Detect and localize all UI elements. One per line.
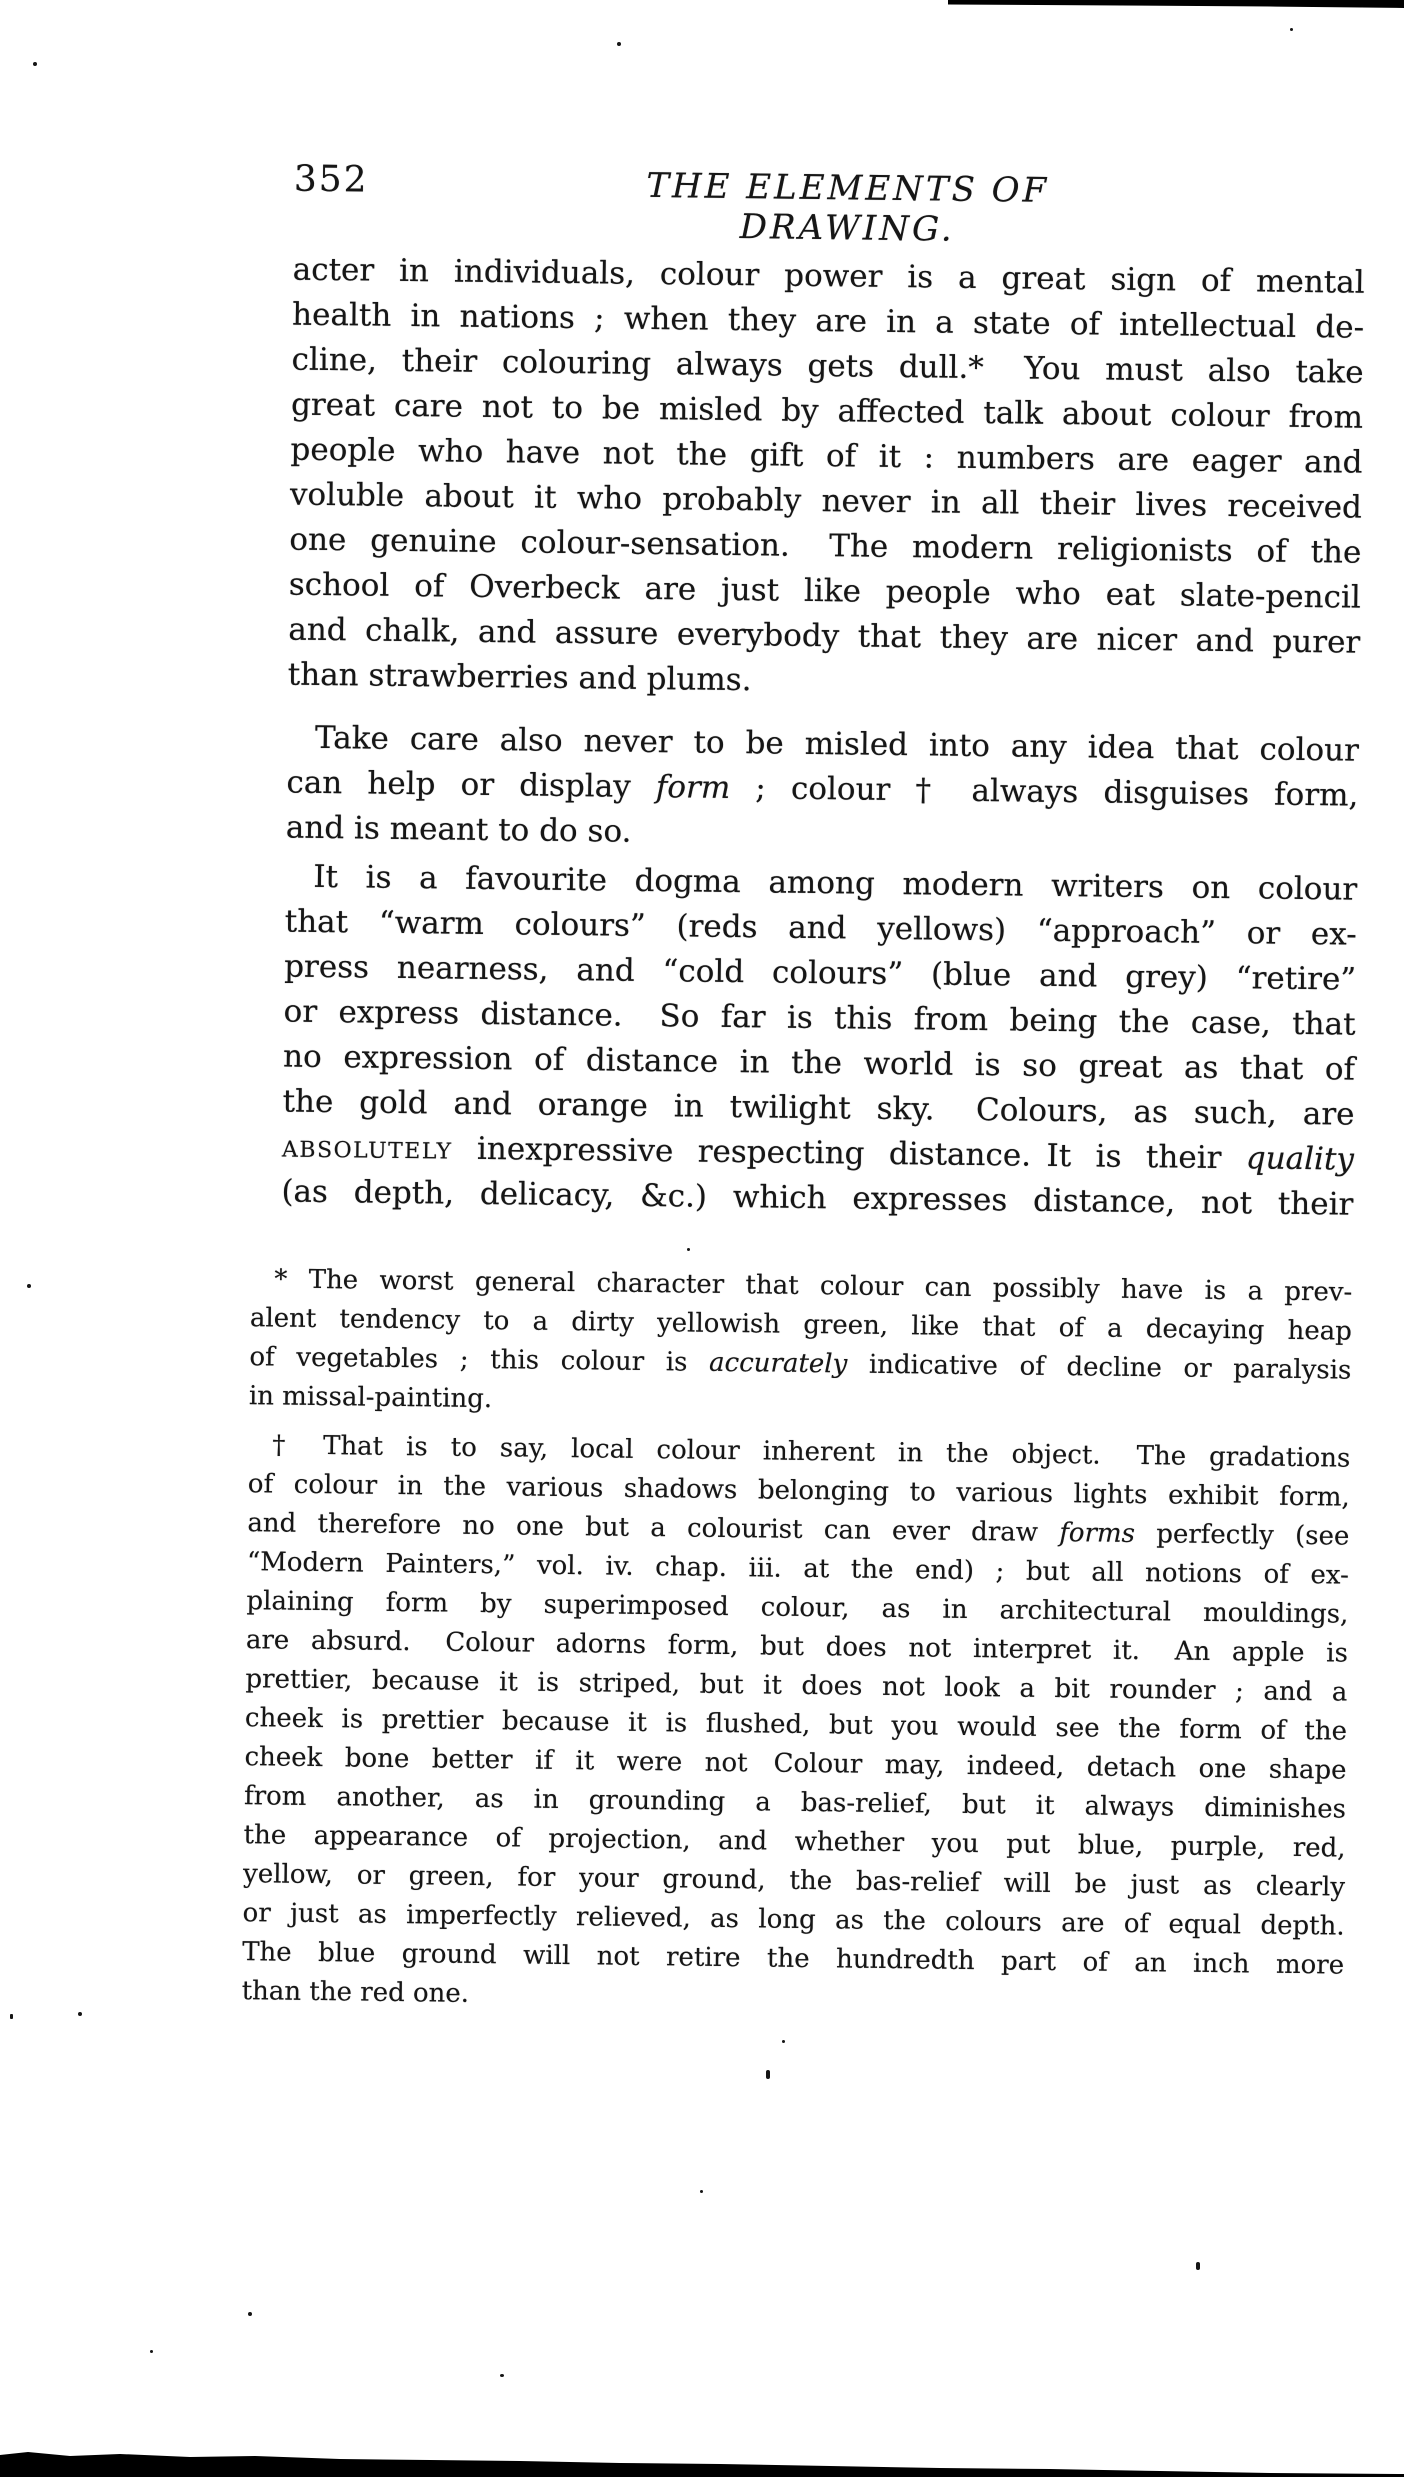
scan-speck bbox=[500, 2374, 504, 2377]
scan-artifact-top-edge bbox=[948, 0, 1404, 10]
paragraph-continuation bbox=[287, 248, 1364, 711]
text-segment: than strawberries and plums. bbox=[287, 656, 752, 699]
text-segment: alent tendency to a dirty yellowish green, like that of a decaying heap bbox=[249, 1303, 1353, 1347]
running-title: THE ELEMENTS OF DRAWING. bbox=[646, 165, 1050, 250]
text-segment: * The worst general character that colour can possibly have is a prev- bbox=[274, 1264, 1353, 1308]
text-segment: from another, as in grounding a bas-relief, but it always diminishes bbox=[243, 1781, 1347, 1825]
text-segment: of colour in the various shadows belonging to various lights exhibit form, bbox=[247, 1469, 1350, 1513]
text-segment: (as depth, delicacy, &c.) which expresses distance, not their bbox=[281, 1173, 1354, 1223]
text-segment: school of Overbeck are just like people who eat slate-pencil bbox=[288, 566, 1362, 616]
italic-text: forms bbox=[1059, 1518, 1136, 1549]
text-segment: “Modern Painters,” vol. iv. chap. iii. at the end) ; but all notions of ex- bbox=[246, 1547, 1350, 1591]
text-segment: The blue ground will not retire the hundredth part of an inch more bbox=[241, 1937, 1345, 1981]
scan-speck bbox=[687, 1248, 690, 1251]
scan-speck bbox=[78, 2012, 82, 2016]
text-segment: cheek is prettier because it is flushed, but you would see the form of the bbox=[244, 1703, 1348, 1747]
text-segment: people who have not the gift of it : numbers are eager and bbox=[290, 431, 1363, 481]
text-segment: can help or display bbox=[286, 764, 657, 806]
scan-speck bbox=[700, 2190, 703, 2193]
text-segment: are absurd. Colour adorns form, but does not interpret it. An apple is bbox=[245, 1625, 1349, 1669]
text-segment: health in nations ; when they are in a state of intellectual de- bbox=[291, 296, 1365, 346]
text-segment: no expression of distance in the world is so great as that of bbox=[282, 1038, 1356, 1088]
text-segment: and is meant to do so. bbox=[285, 809, 632, 850]
text-segment: yellow, or green, for your ground, the bas-relief will be just as clearly bbox=[242, 1859, 1346, 1903]
text-segment: that “warm colours” (reds and yellows) “approach” or ex- bbox=[284, 903, 1357, 953]
scan-speck bbox=[33, 62, 37, 66]
text-segment: cline, their colouring always gets dull.* You must also take bbox=[291, 341, 1364, 391]
scan-speck bbox=[782, 2040, 785, 2043]
text-segment: great care not to be misled by affected talk about colour from bbox=[290, 386, 1364, 436]
text-segment: Take care also never to be misled into any idea that colour bbox=[314, 719, 1360, 769]
scan-speck bbox=[1196, 2262, 1200, 2270]
scan-speck bbox=[27, 1284, 31, 1288]
scan-speck bbox=[10, 2014, 13, 2019]
text-segment: inexpressive respecting distance. It is their bbox=[452, 1130, 1247, 1177]
text-segment: acter in individuals, colour power is a great sign of mental bbox=[292, 251, 1365, 301]
text-segment: It is a favourite dogma among modern writers on colour bbox=[313, 858, 1358, 908]
paragraph-favourite-dogma bbox=[281, 855, 1357, 1228]
text-segment: ; colour † always disguises form, bbox=[730, 769, 1359, 814]
text-segment: † That is to say, local colour inherent in the object. The gradations bbox=[272, 1430, 1351, 1474]
text-segment: one genuine colour-sensation. The modern religionists of the bbox=[289, 521, 1362, 571]
italic-text: accurately bbox=[708, 1347, 848, 1380]
scan-artifact-bottom-edge bbox=[0, 2443, 1404, 2477]
italic-text: quality bbox=[1245, 1140, 1355, 1178]
scan-speck bbox=[150, 2350, 153, 2353]
text-segment: the appearance of projection, and whether you put blue, purple, red, bbox=[243, 1820, 1346, 1864]
text-segment: prettier, because it is striped, but it does not look a bit rounder ; and a bbox=[245, 1664, 1348, 1708]
scan-speck bbox=[617, 42, 621, 46]
scan-speck bbox=[1290, 28, 1293, 31]
text-segment: plaining form by superimposed colour, as in architectural mouldings, bbox=[246, 1586, 1349, 1630]
footnote-asterisk bbox=[249, 1260, 1353, 1429]
text-segment: the gold and orange in twilight sky. Colours, as such, are bbox=[282, 1083, 1355, 1133]
text-segment: and chalk, and assure everybody that they are nicer and purer bbox=[288, 611, 1361, 661]
footnote-dagger bbox=[241, 1426, 1350, 2024]
text-segment: or just as imperfectly relieved, as long as the colours are of equal depth. bbox=[242, 1898, 1345, 1942]
scan-speck bbox=[766, 2070, 770, 2079]
text-segment: voluble about it who probably never in all their lives received bbox=[289, 476, 1363, 526]
small-caps-text: absolutely bbox=[281, 1128, 453, 1167]
text-segment: press nearness, and “cold colours” (blue and grey) “retire” bbox=[283, 948, 1357, 998]
text-segment: perfectly (see bbox=[1134, 1518, 1350, 1552]
text-segment: cheek bone better if it were not Colour may, indeed, detach one shape bbox=[244, 1742, 1347, 1786]
scan-speck bbox=[248, 2312, 252, 2316]
paragraph-take-care bbox=[286, 716, 1360, 864]
text-segment: and therefore no one but a colourist can ever draw bbox=[247, 1508, 1060, 1549]
text-segment: of vegetables ; this colour is bbox=[249, 1342, 710, 1378]
text-segment: in missal-painting. bbox=[248, 1381, 493, 1415]
text-segment: or express distance. So far is this from being the case, that bbox=[283, 993, 1356, 1043]
page-number: 352 bbox=[293, 158, 369, 201]
italic-text: form bbox=[655, 769, 731, 806]
text-segment: indicative of decline or paralysis bbox=[847, 1349, 1352, 1386]
text-segment: than the red one. bbox=[241, 1976, 470, 2009]
